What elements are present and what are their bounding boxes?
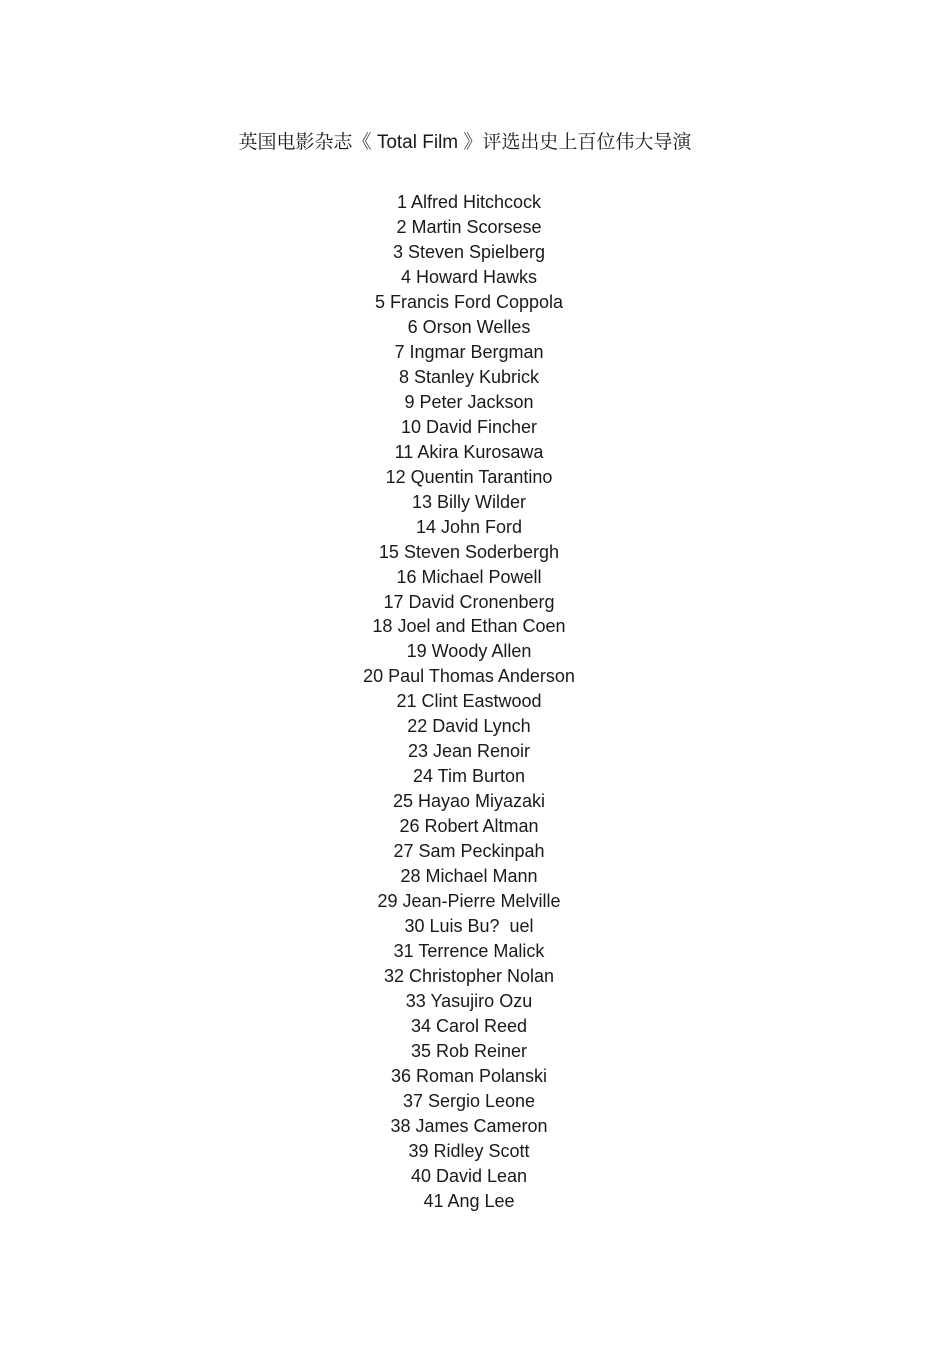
list-item: 22 David Lynch xyxy=(407,716,531,737)
list-item: 30 Luis Bu? uel xyxy=(404,916,534,937)
list-item: 1 Alfred Hitchcock xyxy=(396,192,542,212)
list-item: 16 Michael Powell xyxy=(396,566,542,587)
list-item: 38 James Cameron xyxy=(390,1115,548,1136)
list-item: 37 Sergio Leone xyxy=(402,1090,536,1111)
list-item: 13 Billy Wilder xyxy=(411,491,527,512)
list-item: 40 David Lean xyxy=(410,1165,528,1186)
list-item: 6 Orson Welles xyxy=(407,316,531,337)
list-item: 17 David Cronenberg xyxy=(383,591,555,612)
list-item: 15 Steven Soderbergh xyxy=(378,541,560,562)
list-item: 27 Sam Peckinpah xyxy=(393,841,545,862)
list-item: 32 Christopher Nolan xyxy=(383,966,555,987)
list-item: 24 Tim Burton xyxy=(412,766,526,787)
list-item: 21 Clint Eastwood xyxy=(396,691,542,712)
list-item: 10 David Fincher xyxy=(400,416,538,437)
list-item: 33 Yasujiro Ozu xyxy=(405,991,533,1011)
list-item: 23 Jean Renoir xyxy=(407,741,531,762)
list-item: 35 Rob Reiner xyxy=(410,1040,528,1061)
list-item: 19 Woody Allen xyxy=(406,641,532,662)
document-title xyxy=(0,129,930,156)
title-magazine-name: Total Film xyxy=(371,132,464,153)
list-item: 5 Francis Ford Coppola xyxy=(374,291,564,312)
list-item: 20 Paul Thomas Anderson xyxy=(363,666,575,687)
list-item: 26 Robert Altman xyxy=(399,816,539,837)
list-item: 12 Quentin Tarantino xyxy=(385,466,553,487)
director-list xyxy=(0,190,938,1214)
list-item: 28 Michael Mann xyxy=(400,866,538,887)
list-item: 9 Peter Jackson xyxy=(404,391,534,412)
list-item: 29 Jean-Pierre Melville xyxy=(377,891,561,912)
list-item: 34 Carol Reed xyxy=(410,1015,528,1036)
list-item: 25 Hayao Miyazaki xyxy=(392,791,546,812)
list-item: 7 Ingmar Bergman xyxy=(394,341,544,362)
list-item: 41 Ang Lee xyxy=(423,1190,515,1211)
list-item: 2 Martin Scorsese xyxy=(396,216,542,237)
list-item: 39 Ridley Scott xyxy=(408,1140,530,1161)
list-item: 3 Steven Spielberg xyxy=(392,241,546,262)
title-suffix: 》评选出史上百位伟大导演 xyxy=(463,131,692,153)
list-item: 36 Roman Polanski xyxy=(390,1065,548,1086)
list-item: 11 Akira Kurosawa xyxy=(394,441,544,462)
list-item: 31 Terrence Malick xyxy=(393,941,545,962)
list-item: 14 John Ford xyxy=(415,516,523,537)
list-item: 8 Stanley Kubrick xyxy=(398,366,540,387)
list-item: 4 Howard Hawks xyxy=(400,266,538,287)
title-prefix: 英国电影杂志《 xyxy=(238,131,372,153)
list-item: 18 Joel and Ethan Coen xyxy=(372,616,566,637)
